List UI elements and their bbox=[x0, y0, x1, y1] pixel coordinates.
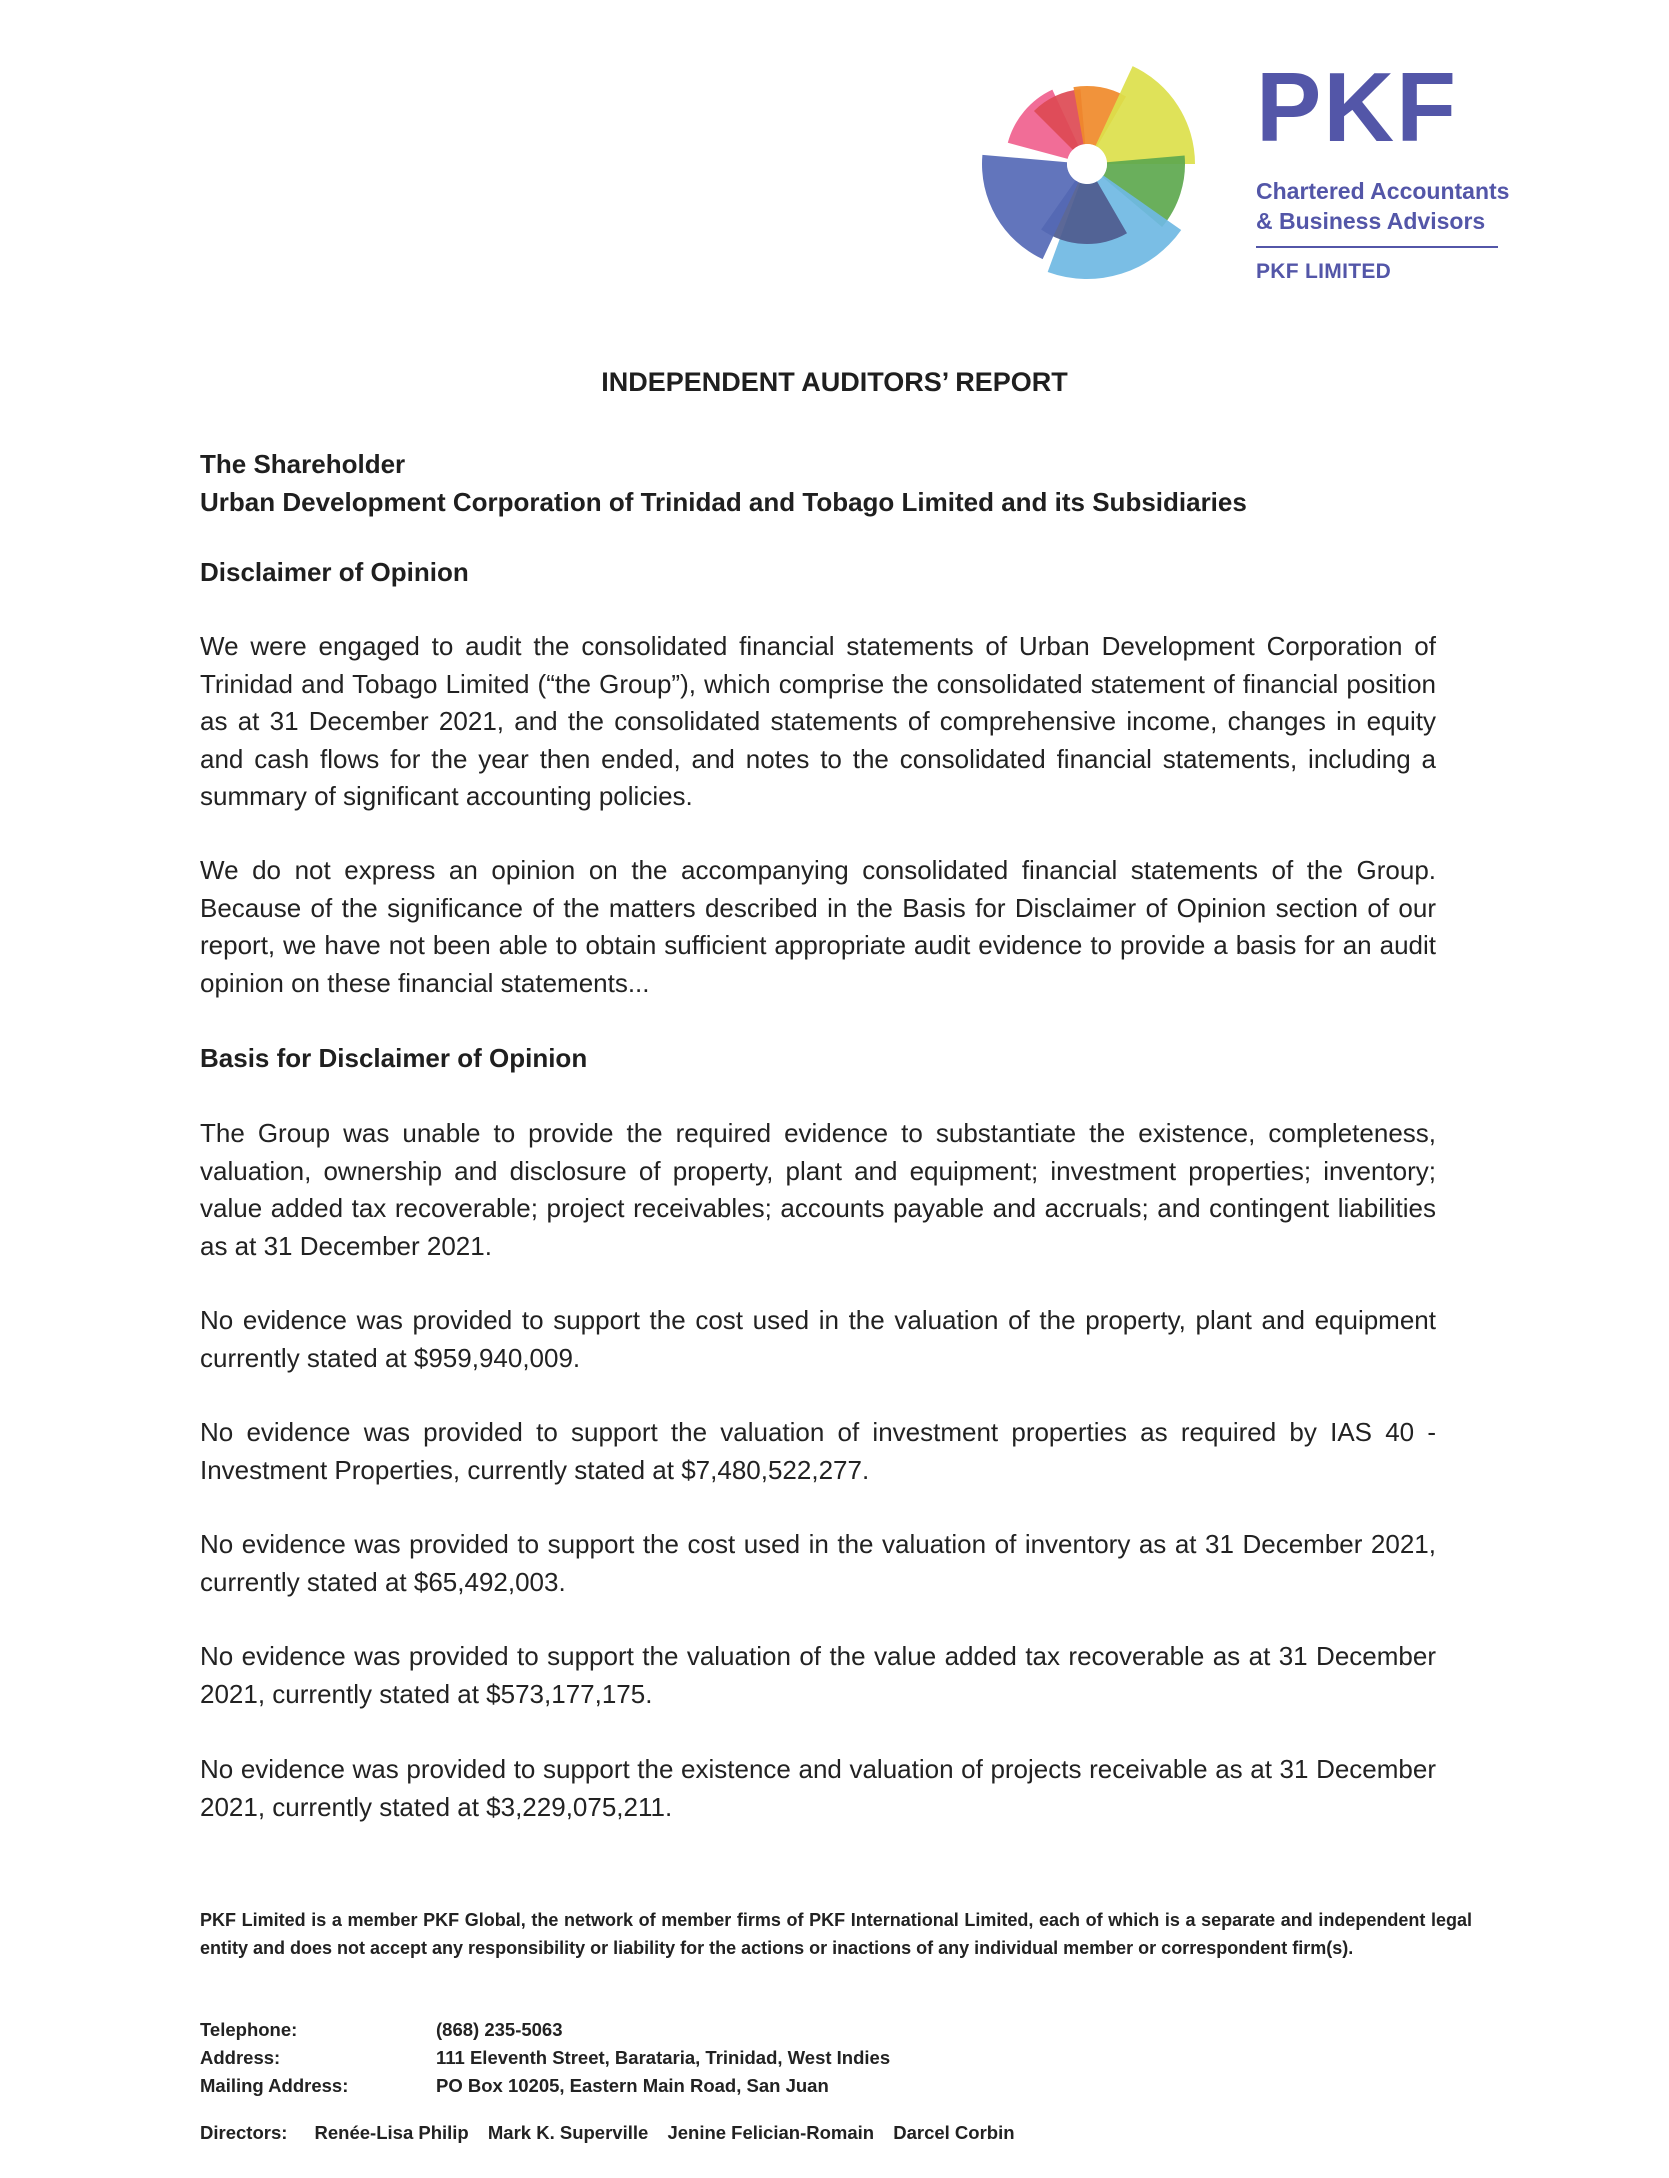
director-name: Renée-Lisa Philip bbox=[314, 2122, 469, 2143]
director-name: Jenine Felician-Romain bbox=[667, 2122, 875, 2143]
telephone-row: Telephone: (868) 235-5063 bbox=[200, 2016, 1300, 2044]
pkf-logo-icon bbox=[965, 42, 1205, 287]
address-value: 111 Eleventh Street, Barataria, Trinidad, West Indies bbox=[436, 2047, 891, 2068]
basis-paragraph-5: No evidence was provided to support the valuation of the value added tax recoverable as at 31 December 2021, currently stated at $573,177,175. bbox=[200, 1641, 1436, 1709]
telephone-value: (868) 235-5063 bbox=[436, 2019, 563, 2040]
footer-disclaimer: PKF Limited is a member PKF Global, the network of member firms of PKF International Limited, each of which is a separate and independent legal entity and does not accept any responsibility or liability for the actions or inactions of any individual member or correspondent firm(s). bbox=[200, 1910, 1472, 1958]
mailing-address-row: Mailing Address: PO Box 10205, Eastern Main Road, San Juan bbox=[200, 2072, 1300, 2100]
brand-block bbox=[1256, 52, 1516, 284]
addressee: The Shareholder Urban Development Corporation of Trinidad and Tobago Limited and its Subsidiaries bbox=[200, 449, 1247, 517]
contact-block bbox=[200, 2016, 1300, 2100]
brand-name: PKF bbox=[1256, 52, 1458, 162]
basis-paragraph-6: No evidence was provided to support the existence and valuation of projects receivable as at 31 December 2021, currently stated at $3,229,075,211. bbox=[200, 1754, 1436, 1822]
logo-segment-yellow bbox=[1095, 66, 1195, 164]
basis-paragraph-3: No evidence was provided to support the valuation of investment properties as required by IAS 40 - Investment Properties, currently stated at $7,480,522,277. bbox=[200, 1417, 1436, 1485]
address-row: Address: 111 Eleventh Street, Barataria, Trinidad, West Indies bbox=[200, 2044, 1300, 2072]
mailing-address-value: PO Box 10205, Eastern Main Road, San Juan bbox=[436, 2075, 829, 2096]
disclaimer-paragraph-2: We do not express an opinion on the accompanying consolidated financial statements of the Group. Because of the significance of the matters described in the Basis for Disclaimer of Opinion section of our report, we have not been able to obtain sufficient appropriate audit evidence to provide a basis for an audit opinion on these financial statements... bbox=[200, 855, 1436, 998]
brand-divider bbox=[1256, 246, 1498, 248]
director-name: Mark K. Superville bbox=[487, 2122, 649, 2143]
report-title: INDEPENDENT AUDITORS’ REPORT bbox=[601, 367, 1068, 397]
disclaimer-paragraph-1: We were engaged to audit the consolidated financial statements of Urban Development Corporation of Trinidad and Tobago Limited (“the Group”), which comprise the consolidated statement of financial position as at 31 December 2021, and the consolidated statements of comprehensive income, changes in equity and cash flows for the year then ended, and notes to the consolidated financial statements, including a summary of significant accounting policies. bbox=[200, 631, 1436, 811]
director-name: Darcel Corbin bbox=[893, 2122, 1015, 2143]
company-name: PKF LIMITED bbox=[1256, 260, 1392, 283]
brand-tagline: Chartered Accountants & Business Advisors bbox=[1256, 178, 1510, 234]
basis-heading: Basis for Disclaimer of Opinion bbox=[200, 1043, 588, 1073]
basis-paragraph-4: No evidence was provided to support the cost used in the valuation of inventory as at 31 December 2021, currently stated at $65,492,003. bbox=[200, 1529, 1436, 1597]
directors-line: Directors: Renée-Lisa Philip Mark K. Superville Jenine Felician-Romain Darcel Corbin bbox=[200, 2122, 1015, 2143]
disclaimer-heading: Disclaimer of Opinion bbox=[200, 557, 469, 587]
basis-paragraph-1: The Group was unable to provide the required evidence to substantiate the existence, completeness, valuation, ownership and disclosure of property, plant and equipment; investment properties; inventory; value added tax recoverable; project receivables; accounts payable and accruals; and contingent liabilities as at 31 December 2021. bbox=[200, 1118, 1436, 1261]
basis-paragraph-2: No evidence was provided to support the cost used in the valuation of the property, plant and equipment currently stated at $959,940,009. bbox=[200, 1305, 1436, 1373]
